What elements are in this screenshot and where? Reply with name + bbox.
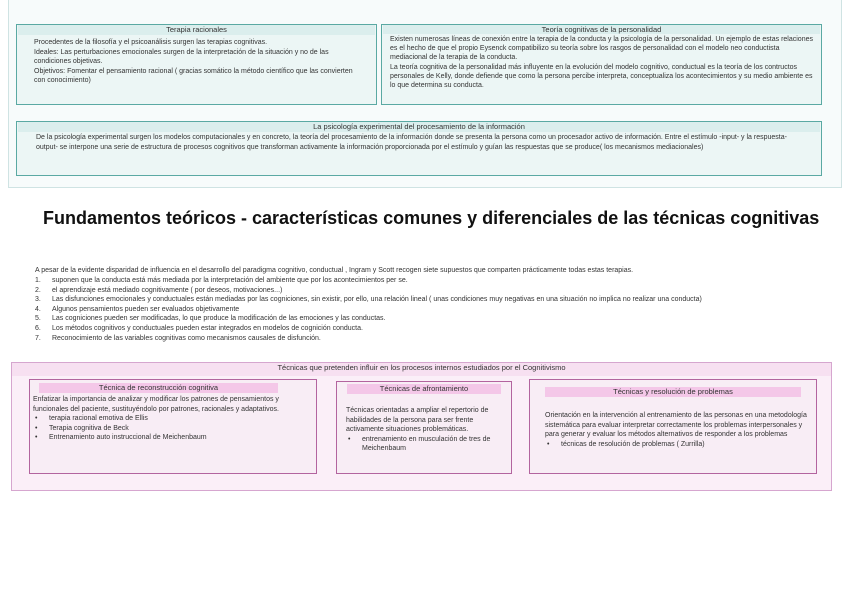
cognitive-restructuring-title: Técnica de reconstrucción cognitiva — [39, 383, 278, 393]
techniques-section-title: Técnicas que pretenden influir en los procesos internos estudiados por el Cognitivismo — [12, 363, 831, 376]
coping-techniques-text: Técnicas orientadas a ampliar el repertorio de habilidades de la persona para ser frente activamente situaciones problemáticas. — [346, 407, 489, 434]
list-item: • terapia racional emotiva de Ellis — [35, 415, 148, 423]
personality-line-1: Existen numerosas líneas de conexión entre la terapia de la conducta y la psicología de la personalidad. Un ejemplo de estas relaciones es el hecho de que el propio Eysenck compatibilizo su teoría sobre los rasgos de personalidad con el modelo neo conductista mediacional de la terapia de la conducta. — [390, 36, 813, 62]
experimental-text: De la psicología experimental surgen los modelos computacionales y en concreto, la teoría del procesamiento de la información donde se presenta la persona como un procesador activo de información. Entre el estímulo -input- y la respuesta- output- se interpone una serie de estructura de procesos cognitivos que transforman activamente la información proporcionada por el estímulo y guían las respuestas que se produce( los mecanismos mediacionales) — [36, 134, 787, 151]
rational-therapies-box — [16, 24, 377, 105]
list-item: 7. Reconocimiento de las variables cognitivas como mecanismos causales de disfunción. — [35, 334, 321, 342]
rational-line-3: Objetivos: Fomentar el pensamiento racional ( gracias somático la método científico que las convierten con conocimiento) — [34, 67, 353, 85]
personality-theories-title: Teoría cognitivas de la personalidad — [383, 25, 820, 34]
problem-solving-list — [545, 440, 812, 450]
problem-solving-box — [529, 379, 817, 474]
problem-solving-text: Orientación en la intervención al entrenamiento de las personas en una metodología sistemática para evaluar interpretar correctamente los problemas interpersonales y para generar y evaluar los métodos alternativos de responder a los problemas — [545, 412, 807, 439]
problem-solving-title: Técnicas y resolución de problemas — [545, 387, 801, 397]
list-item: • entrenamiento en musculación de tres de Meichenbaum — [348, 435, 491, 453]
list-item: • técnicas de resolución de problemas ( Zurrilla) — [547, 440, 705, 448]
experimental-psychology-title: La psicología experimental del procesamiento de la información — [18, 122, 820, 132]
rational-therapies-title: Terapia racionales — [18, 25, 375, 35]
cognitive-restructuring-box — [29, 379, 317, 474]
personality-theories-box — [381, 24, 822, 105]
intro-text: A pesar de la evidente disparidad de influencia en el desarrollo del paradigma cognitivo, conductual , Ingram y Scott recogen siete supuestos que comparten prácticamente todas estas terapias. — [35, 267, 634, 274]
coping-techniques-list — [346, 435, 505, 454]
list-item: 2. el aprendizaje está mediado cognitivamente ( por deseos, motivaciones...) — [35, 286, 283, 294]
experimental-psychology-box — [16, 121, 822, 176]
cognitive-restructuring-text: Enfatizar la importancia de analizar y modificar los patrones de pensamientos y funcionales del paciente, sustituyéndolo por patrones, racionales y adaptativos. — [33, 396, 279, 413]
rational-line-2: Ideales: Las perturbaciones emocionales surgen de la interpretación de la situación y no de las condiciones objetivas. — [34, 48, 329, 66]
assumptions-list — [35, 276, 825, 343]
page-title: Fundamentos teóricos - características comunes y diferenciales de las técnicas cognitivas — [43, 208, 820, 228]
rational-line-1: Procedentes de la filosofía y el psicoanálisis surgen las terapias cognitivas. — [34, 39, 268, 46]
coping-techniques-box — [336, 381, 512, 474]
list-item: 4. Algunos pensamientos pueden ser evaluados objetivamente — [35, 305, 240, 313]
list-item: 1. suponen que la conducta está más mediada por la interpretación del ambiente que por los acontecimientos per se. — [35, 277, 408, 284]
coping-techniques-title: Técnicas de afrontamiento — [347, 384, 501, 394]
list-item: 5. Las cogniciones pueden ser modificadas, lo que produce la modificación de las emociones y las conductas. — [35, 315, 386, 323]
list-item: • Entrenamiento auto instruccional de Meichenbaum — [35, 434, 207, 442]
list-item: 3. Las disfunciones emocionales y conductuales están mediadas por las cogniciones, sin existir, por ello, una relación lineal ( unas condiciones muy negativas en una situación no implica no realizar una conducta) — [35, 296, 702, 304]
list-item: 6. Los métodos cognitivos y conductuales pueden estar integrados en modelos de cognición conducta. — [35, 324, 363, 332]
cognitive-restructuring-list — [33, 414, 313, 443]
list-item: • Terapia cognitiva de Beck — [35, 424, 129, 432]
personality-line-2: La teoría cognitiva de la personalidad más influyente en la evolución del modelo cognitivo, conductual es la teoría de los contructos personales de Kelly, donde defiende que como la persona percibe interpreta, conceptualiza los acontecimientos y su medio ambiente es lo que determina su conducta. — [390, 63, 813, 90]
